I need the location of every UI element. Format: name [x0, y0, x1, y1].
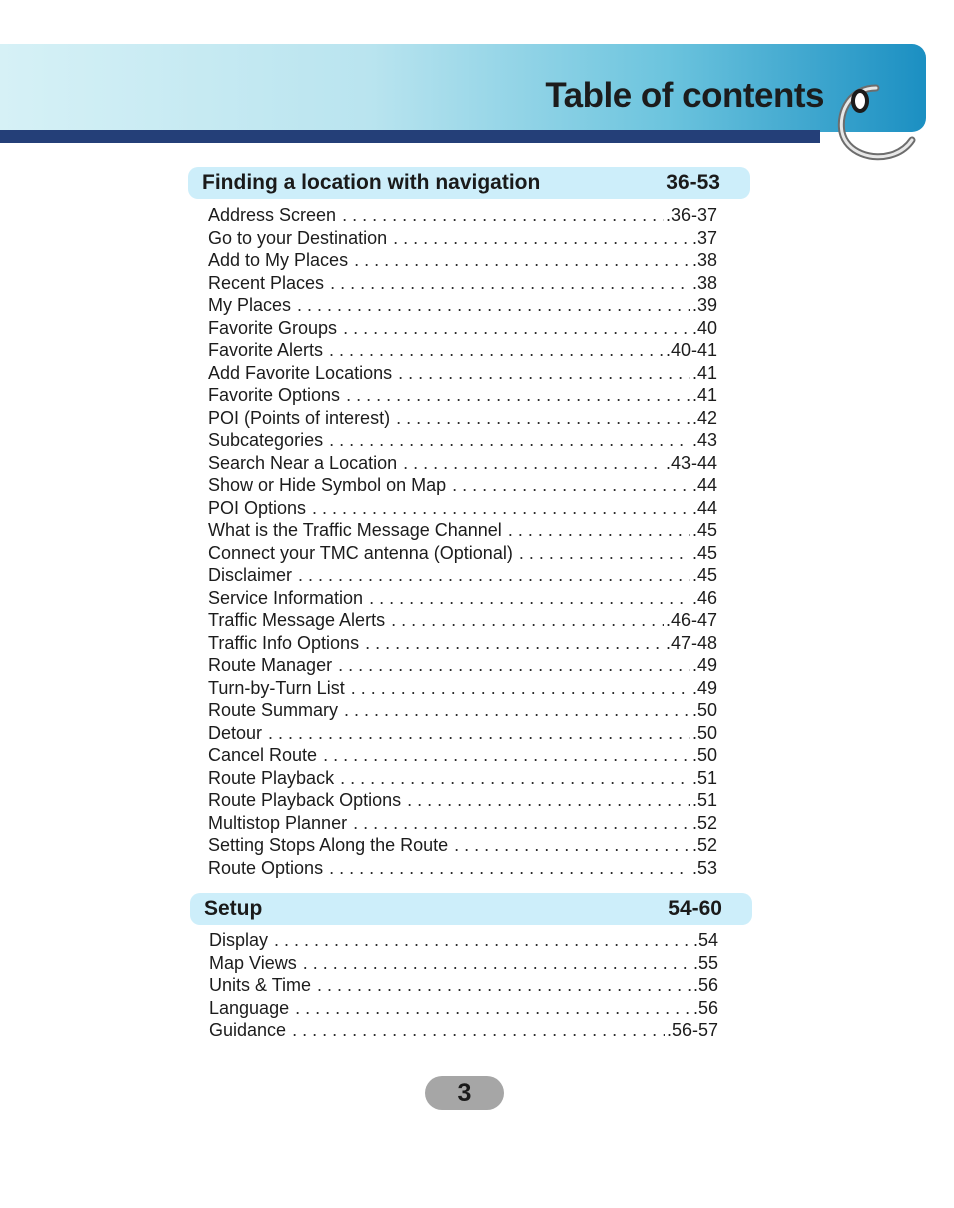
toc-entry-page: .56-57	[666, 1020, 718, 1040]
toc-entry-label: Units & Time	[209, 975, 312, 995]
dot-leader	[340, 767, 690, 790]
toc-entry-page: .45	[691, 520, 717, 540]
dot-leader	[391, 609, 664, 632]
dot-leader	[312, 497, 690, 520]
toc-entry-label: Traffic Info Options	[208, 632, 360, 653]
toc-entry-page: .51	[691, 790, 717, 810]
toc-entry-page: .43	[691, 430, 717, 450]
toc-entry-page: .56	[692, 997, 718, 1018]
dot-leader	[338, 654, 690, 677]
toc-entry-label: Route Options	[208, 857, 324, 878]
toc-entry[interactable]	[208, 362, 717, 385]
toc-entry-page: .51	[691, 767, 717, 788]
toc-entry[interactable]	[208, 429, 717, 452]
toc-entry[interactable]	[208, 294, 717, 317]
toc-entry-label: Guidance	[209, 1020, 287, 1040]
toc-entry[interactable]	[208, 789, 717, 812]
toc-entry-page: .45	[691, 565, 717, 585]
toc-entry[interactable]	[208, 609, 717, 632]
toc-entry-label: What is the Traffic Message Channel	[208, 520, 502, 540]
dot-leader	[351, 677, 690, 700]
toc-entry-label: Subcategories	[208, 430, 324, 450]
dot-leader	[317, 974, 691, 997]
toc-entry-label: My Places	[208, 295, 292, 315]
toc-entry-page: .50	[691, 745, 717, 765]
toc-entry-page: .41	[691, 385, 717, 405]
toc-entry-page: .55	[692, 952, 718, 973]
dot-leader	[454, 834, 690, 857]
toc-entry-page: .53	[691, 857, 717, 878]
toc-entry-label: Setting Stops Along the Route	[208, 835, 449, 855]
toc-entry[interactable]	[208, 542, 717, 565]
toc-entry-page: .39	[691, 295, 717, 315]
toc-entry[interactable]	[208, 744, 717, 767]
toc-entry-page: .38	[691, 250, 717, 270]
toc-entry-page: .45	[691, 542, 717, 563]
toc-entry[interactable]	[208, 407, 717, 430]
toc-entry[interactable]	[208, 474, 717, 497]
toc-entry-label: Favorite Groups	[208, 317, 338, 338]
toc-entry-label: Search Near a Location	[208, 452, 398, 473]
toc-entry-page: .41	[691, 362, 717, 383]
dot-leader	[369, 587, 690, 610]
toc-entry-label: Add to My Places	[208, 250, 349, 270]
dot-leader	[268, 722, 690, 745]
toc-entry[interactable]	[208, 654, 717, 677]
dot-leader	[295, 997, 691, 1020]
toc-entry-label: Address Screen	[208, 205, 337, 225]
toc-entry[interactable]	[208, 249, 717, 272]
dot-leader	[323, 744, 690, 767]
toc-entry[interactable]	[209, 952, 718, 975]
section-title: Setup	[204, 897, 263, 920]
toc-entry-label: Connect your TMC antenna (Optional)	[208, 542, 513, 563]
dot-leader	[354, 249, 690, 272]
toc-entry-page: .38	[691, 272, 717, 293]
toc-entry[interactable]	[208, 564, 717, 587]
toc-entry[interactable]	[208, 834, 717, 857]
toc-entry-label: Service Information	[208, 587, 364, 608]
toc-entry[interactable]	[208, 384, 717, 407]
dot-leader	[292, 1019, 665, 1042]
toc-entry[interactable]	[208, 339, 717, 362]
toc-entry[interactable]	[208, 857, 717, 880]
toc-entry-page: .42	[691, 407, 717, 428]
toc-entry-page: .43-44	[665, 452, 717, 473]
toc-entry-label: Route Manager	[208, 655, 333, 675]
dot-leader	[329, 429, 690, 452]
toc-entry-page: .52	[691, 812, 717, 833]
section-heading-setup[interactable]	[190, 893, 752, 925]
toc-entry-page: .44	[691, 497, 717, 518]
toc-entry-page: .56	[692, 975, 718, 995]
toc-entry-label: Route Playback Options	[208, 790, 402, 810]
toc-entry[interactable]	[208, 677, 717, 700]
toc-entry-label: POI Options	[208, 497, 307, 518]
toc-entry[interactable]	[208, 497, 717, 520]
toc-entry[interactable]	[209, 997, 718, 1020]
dot-leader	[330, 272, 690, 295]
toc-entry[interactable]	[209, 974, 718, 997]
dot-leader	[342, 204, 664, 227]
toc-entry[interactable]	[208, 204, 717, 227]
toc-entry[interactable]	[209, 1019, 718, 1042]
toc-entry-page: .49	[691, 677, 717, 698]
toc-entry-label: Favorite Alerts	[208, 340, 324, 360]
toc-entry-label: Route Summary	[208, 700, 339, 720]
toc-entry[interactable]	[209, 929, 718, 952]
toc-entry-label: Map Views	[209, 952, 297, 973]
toc-entry[interactable]	[208, 699, 717, 722]
dot-leader	[344, 699, 690, 722]
dot-leader	[398, 362, 690, 385]
toc-entry-page: .46	[691, 587, 717, 608]
toc-entry-page: .47-48	[665, 632, 717, 653]
dot-leader	[452, 474, 690, 497]
toc-entry[interactable]	[208, 767, 717, 790]
toc-entry-page: .40-41	[665, 340, 717, 360]
toc-entry[interactable]	[208, 519, 717, 542]
toc-entry-label: Go to your Destination	[208, 227, 388, 248]
dot-leader	[519, 542, 690, 565]
dot-leader	[396, 407, 690, 430]
dot-leader	[365, 632, 664, 655]
section-page-range: 36-53	[666, 171, 720, 194]
dot-leader	[353, 812, 690, 835]
dot-leader	[329, 339, 664, 362]
dot-leader	[508, 519, 690, 542]
section-title: Finding a location with navigation	[202, 171, 541, 194]
toc-entry-page: .37	[691, 227, 717, 248]
section-heading-navigation[interactable]	[188, 167, 750, 199]
toc-list-setup	[209, 929, 718, 1042]
toc-entry[interactable]	[208, 452, 717, 475]
toc-entry-page: .52	[691, 835, 717, 855]
dot-leader	[297, 294, 690, 317]
toc-entry-label: Add Favorite Locations	[208, 362, 393, 383]
toc-entry-label: Multistop Planner	[208, 812, 348, 833]
toc-entry-page: .49	[691, 655, 717, 675]
page-number-badge: 3	[425, 1076, 504, 1110]
dot-leader	[403, 452, 664, 475]
toc-entry-label: Disclaimer	[208, 565, 293, 585]
toc-entry-label: Show or Hide Symbol on Map	[208, 475, 447, 495]
toc-entry-label: Turn-by-Turn List	[208, 677, 345, 698]
toc-entry-page: .36-37	[665, 205, 717, 225]
dot-leader	[393, 227, 690, 250]
toc-entry-page: .40	[691, 317, 717, 338]
toc-entry-label: Traffic Message Alerts	[208, 610, 386, 630]
toc-entry[interactable]	[208, 632, 717, 655]
toc-entry-label: Language	[209, 997, 290, 1018]
header-rule	[0, 130, 820, 143]
toc-entry-page: .50	[691, 700, 717, 720]
toc-entry-label: Detour	[208, 722, 263, 743]
toc-entry-label: Display	[209, 930, 269, 950]
toc-list-navigation	[208, 204, 717, 879]
dot-leader	[346, 384, 690, 407]
toc-entry[interactable]	[208, 722, 717, 745]
toc-entry[interactable]	[208, 587, 717, 610]
toc-entry[interactable]	[208, 812, 717, 835]
ring-binder-icon	[836, 80, 916, 164]
toc-entry-page: .50	[691, 722, 717, 743]
dot-leader	[274, 929, 691, 952]
toc-entry[interactable]	[208, 272, 717, 295]
toc-entry-label: POI (Points of interest)	[208, 407, 391, 428]
dot-leader	[298, 564, 690, 587]
toc-entry-page: .44	[691, 475, 717, 495]
toc-entry-label: Favorite Options	[208, 385, 341, 405]
section-page-range: 54-60	[668, 897, 722, 920]
toc-entry-page: .46-47	[665, 610, 717, 630]
toc-entry[interactable]	[208, 317, 717, 340]
dot-leader	[343, 317, 690, 340]
toc-entry-label: Recent Places	[208, 272, 325, 293]
dot-leader	[303, 952, 691, 975]
page-title: Table of contents	[545, 76, 824, 115]
dot-leader	[329, 857, 690, 880]
toc-entry-page: .54	[692, 930, 718, 950]
dot-leader	[407, 789, 690, 812]
toc-entry-label: Cancel Route	[208, 745, 318, 765]
toc-entry-label: Route Playback	[208, 767, 335, 788]
toc-entry[interactable]	[208, 227, 717, 250]
